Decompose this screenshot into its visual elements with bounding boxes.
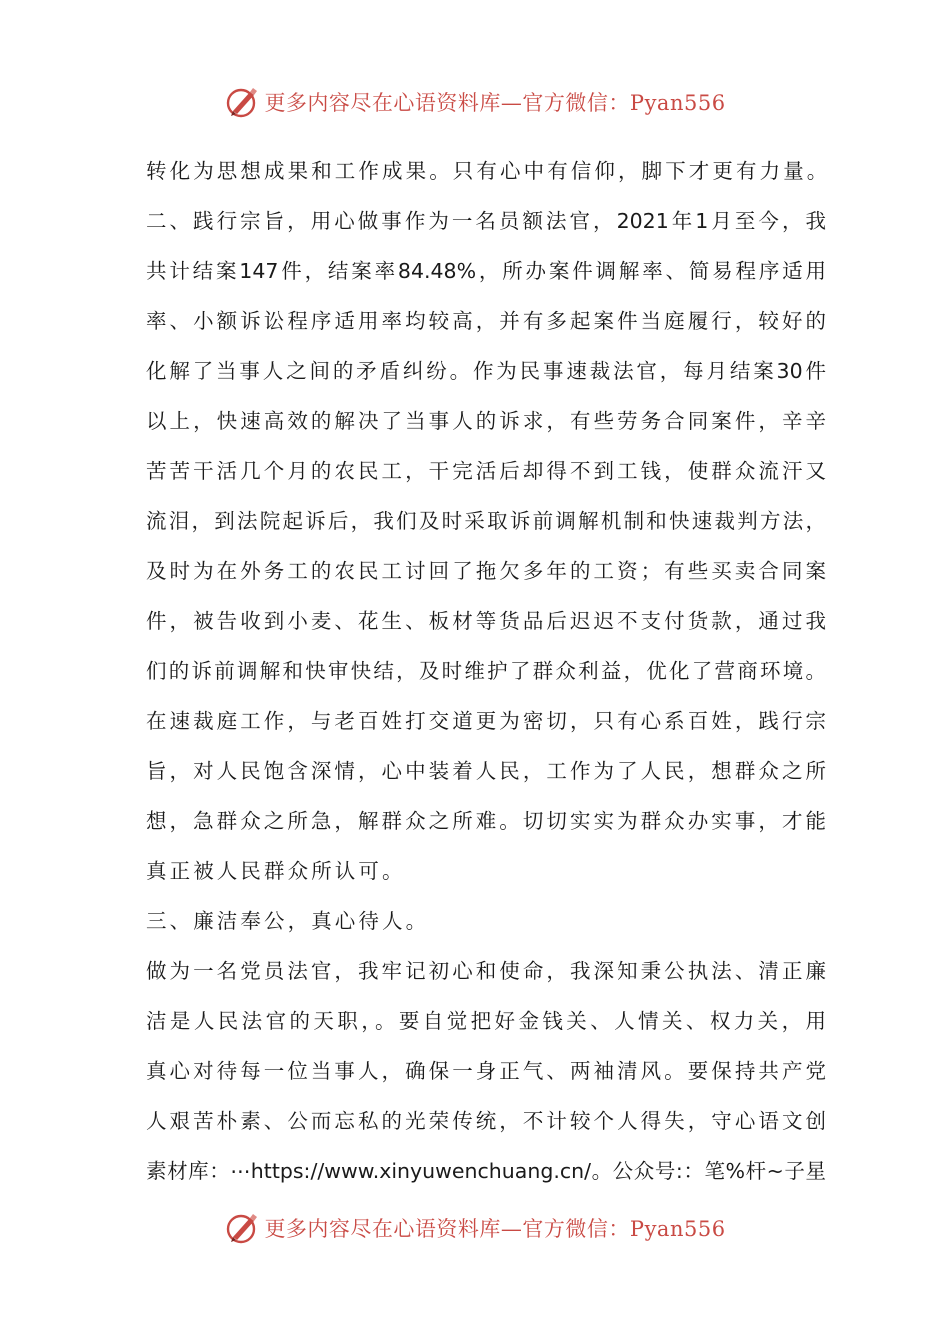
paragraph-line: 二、践行宗旨，用心做事作为一名员额法官，2021年1月至今，我 bbox=[146, 209, 826, 233]
paragraph-line: 在速裁庭工作，与老百姓打交道更为密切，只有心系百姓，践行宗 bbox=[146, 709, 826, 733]
footer-banner-text: 更多内容尽在心语资料库—官方微信：Pyan556 bbox=[264, 1217, 726, 1241]
paragraph-line: 件，被告收到小麦、花生、板材等货品后迟迟不支付货款，通过我 bbox=[146, 609, 826, 633]
paragraph-line: 共计结案147件，结案率84.48%，所办案件调解率、简易程序适用 bbox=[146, 259, 826, 283]
pen-logo-icon bbox=[224, 1210, 260, 1246]
paragraph-line: 苦苦干活几个月的农民工，干完活后却得不到工钱，使群众流汗又 bbox=[146, 459, 826, 483]
paragraph-line: 们的诉前调解和快审快结，及时维护了群众利益，优化了营商环境。 bbox=[146, 659, 826, 683]
paragraph-line: 素材库：⋯https://www.xinyuwenchuang.cn/。公众号:：笔%杆~子星 bbox=[146, 1159, 826, 1183]
paragraph-line: 旨，对人民饱含深情，心中装着人民，工作为了人民，想群众之所 bbox=[146, 759, 826, 783]
paragraph-line: 率、小额诉讼程序适用率均较高，并有多起案件当庭履行，较好的 bbox=[146, 309, 826, 333]
document-body bbox=[146, 146, 831, 1196]
header-banner-text: 更多内容尽在心语资料库—官方微信：Pyan556 bbox=[264, 91, 726, 115]
paragraph-line: 真心对待每一位当事人，确保一身正气、两袖清风。要保持共产党 bbox=[146, 1059, 826, 1083]
paragraph-line: 想，急群众之所急，解群众之所难。切切实实为群众办实事，才能 bbox=[146, 809, 826, 833]
paragraph-line: 人艰苦朴素、公而忘私的光荣传统，不计较个人得失，守心语文创 bbox=[146, 1109, 826, 1133]
paragraph-line: 化解了当事人之间的矛盾纠纷。作为民事速裁法官，每月结案30件 bbox=[146, 359, 826, 383]
paragraph-line: 及时为在外务工的农民工讨回了拖欠多年的工资；有些买卖合同案 bbox=[146, 559, 826, 583]
paragraph-line: 洁是人民法官的天职，。要自觉把好金钱关、人情关、权力关，用 bbox=[146, 1009, 826, 1033]
paragraph-line: 流泪，到法院起诉后，我们及时采取诉前调解机制和快速裁判方法， bbox=[146, 509, 826, 533]
header-banner bbox=[0, 80, 950, 124]
section-heading: 三、廉洁奉公，真心待人。 bbox=[146, 909, 430, 933]
paragraph-line: 转化为思想成果和工作成果。只有心中有信仰，脚下才更有力量。 bbox=[146, 159, 831, 183]
pen-logo-icon bbox=[224, 84, 260, 120]
footer-banner bbox=[0, 1206, 950, 1250]
paragraph-line: 以上，快速高效的解决了当事人的诉求，有些劳务合同案件，辛辛 bbox=[146, 409, 826, 433]
paragraph-line: 做为一名党员法官，我牢记初心和使命，我深知秉公执法、清正廉 bbox=[146, 959, 826, 983]
paragraph-line: 真正被人民群众所认可。 bbox=[146, 859, 406, 883]
